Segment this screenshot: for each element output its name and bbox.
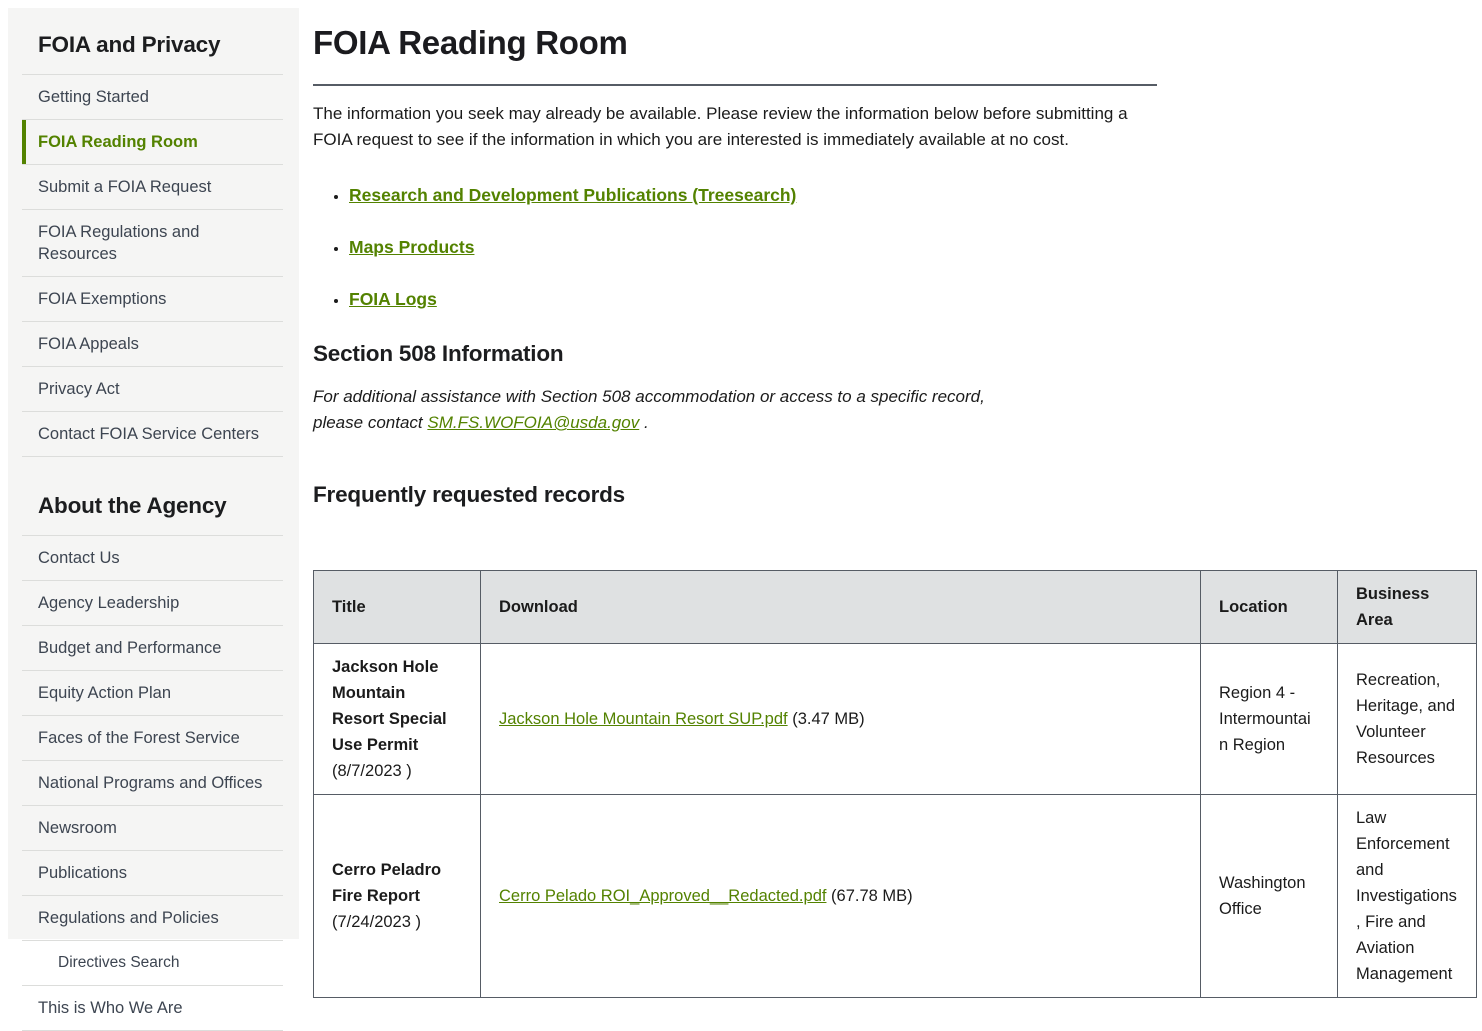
- section-508-paragraph: [313, 384, 1013, 436]
- sidebar-section-title-foia: FOIA and Privacy: [38, 32, 221, 57]
- link-maps-products[interactable]: Maps Products: [349, 237, 475, 257]
- sidebar-item-contact-foia-centers[interactable]: Contact FOIA Service Centers: [38, 425, 260, 443]
- record-title-cell: [314, 644, 481, 795]
- section-508-text-after: .: [639, 413, 649, 432]
- record-location-cell: Region 4 - Intermountain Region: [1201, 644, 1338, 795]
- sidebar-item-faces-forest-service[interactable]: Faces of the Forest Service: [38, 729, 240, 747]
- sidebar-item-national-programs[interactable]: National Programs and Offices: [38, 774, 263, 792]
- sidebar-item-budget-performance[interactable]: Budget and Performance: [38, 639, 222, 657]
- link-treesearch-publications[interactable]: Research and Development Publications (Treesearch): [349, 185, 797, 205]
- column-header-title: Title: [314, 571, 481, 644]
- record-date: (8/7/2023 ): [332, 762, 412, 780]
- record-business-area-cell: Recreation, Heritage, and Volunteer Resources: [1338, 644, 1477, 795]
- frequently-requested-heading: Frequently requested records: [313, 482, 625, 507]
- column-header-business-area: Business Area: [1338, 571, 1477, 644]
- sidebar-item-foia-reading-room[interactable]: FOIA Reading Room: [22, 120, 283, 164]
- sidebar-item-privacy-act[interactable]: Privacy Act: [38, 380, 120, 398]
- record-title: Cerro Peladro Fire Report: [332, 861, 442, 905]
- record-title: Jackson Hole Mountain Resort Special Use Permit: [332, 658, 447, 754]
- table-row: [314, 644, 1477, 795]
- sidebar-item-directives-search[interactable]: Directives Search: [58, 954, 180, 971]
- sidebar-item-foia-exemptions[interactable]: FOIA Exemptions: [38, 290, 167, 308]
- main-content: [313, 0, 1476, 998]
- column-header-download: Download: [481, 571, 1201, 644]
- sidebar-nav-foia: [22, 74, 283, 457]
- link-foia-logs[interactable]: FOIA Logs: [349, 289, 437, 309]
- sidebar-item-submit-foia-request[interactable]: Submit a FOIA Request: [38, 178, 212, 196]
- record-download-cell: [481, 644, 1201, 795]
- sidebar-item-foia-appeals[interactable]: FOIA Appeals: [38, 335, 139, 353]
- sidebar-item-contact-us[interactable]: Contact Us: [38, 549, 120, 567]
- intro-paragraph: The information you seek may already be available. Please review the information below before submitting a FOIA request to see if the information in which you are interested is immediately available at no cost.: [313, 104, 1128, 149]
- sidebar-item-agency-leadership[interactable]: Agency Leadership: [38, 594, 180, 612]
- list-item: [349, 289, 1476, 310]
- section-508-heading: Section 508 Information: [313, 341, 564, 366]
- list-item: [349, 185, 1476, 206]
- records-table: [313, 570, 1477, 998]
- record-title-cell: [314, 795, 481, 998]
- record-location-cell: Washington Office: [1201, 795, 1338, 998]
- record-date: (7/24/2023 ): [332, 913, 421, 931]
- title-divider: [313, 84, 1157, 86]
- record-file-size: (67.78 MB): [826, 887, 913, 905]
- record-file-size: (3.47 MB): [787, 710, 865, 728]
- column-header-location: Location: [1201, 571, 1338, 644]
- page-title: FOIA Reading Room: [313, 24, 628, 61]
- quick-links-list: [313, 185, 1476, 310]
- email-link-wofoia[interactable]: SM.FS.WOFOIA@usda.gov: [427, 413, 640, 432]
- sidebar-section-title-about: About the Agency: [38, 493, 227, 518]
- record-file-link[interactable]: Cerro Pelado ROI_Approved__Redacted.pdf: [499, 887, 827, 905]
- left-sidebar: [8, 8, 299, 1017]
- sidebar-item-regulations-policies[interactable]: Regulations and Policies: [38, 909, 219, 927]
- table-header-row: [314, 571, 1477, 644]
- record-file-link[interactable]: Jackson Hole Mountain Resort SUP.pdf: [499, 710, 788, 728]
- record-business-area-cell: Law Enforcement and Investigations, Fire and Aviation Management: [1338, 795, 1477, 998]
- section-508-text-before: For additional assistance with Section 508 accommodation or access to a specific record, please contact: [313, 387, 985, 432]
- record-download-cell: [481, 795, 1201, 998]
- sidebar-item-publications[interactable]: Publications: [38, 864, 127, 882]
- list-item: [349, 237, 1476, 258]
- sidebar-item-newsroom[interactable]: Newsroom: [38, 819, 117, 837]
- sidebar-item-getting-started[interactable]: Getting Started: [38, 88, 149, 106]
- table-row: [314, 795, 1477, 998]
- sidebar-nav-about: [22, 535, 283, 1031]
- sidebar-item-foia-regulations[interactable]: FOIA Regulations and Resources: [38, 223, 200, 263]
- sidebar-item-equity-action-plan[interactable]: Equity Action Plan: [38, 684, 171, 702]
- sidebar-item-this-is-who-we-are[interactable]: This is Who We Are: [38, 999, 183, 1017]
